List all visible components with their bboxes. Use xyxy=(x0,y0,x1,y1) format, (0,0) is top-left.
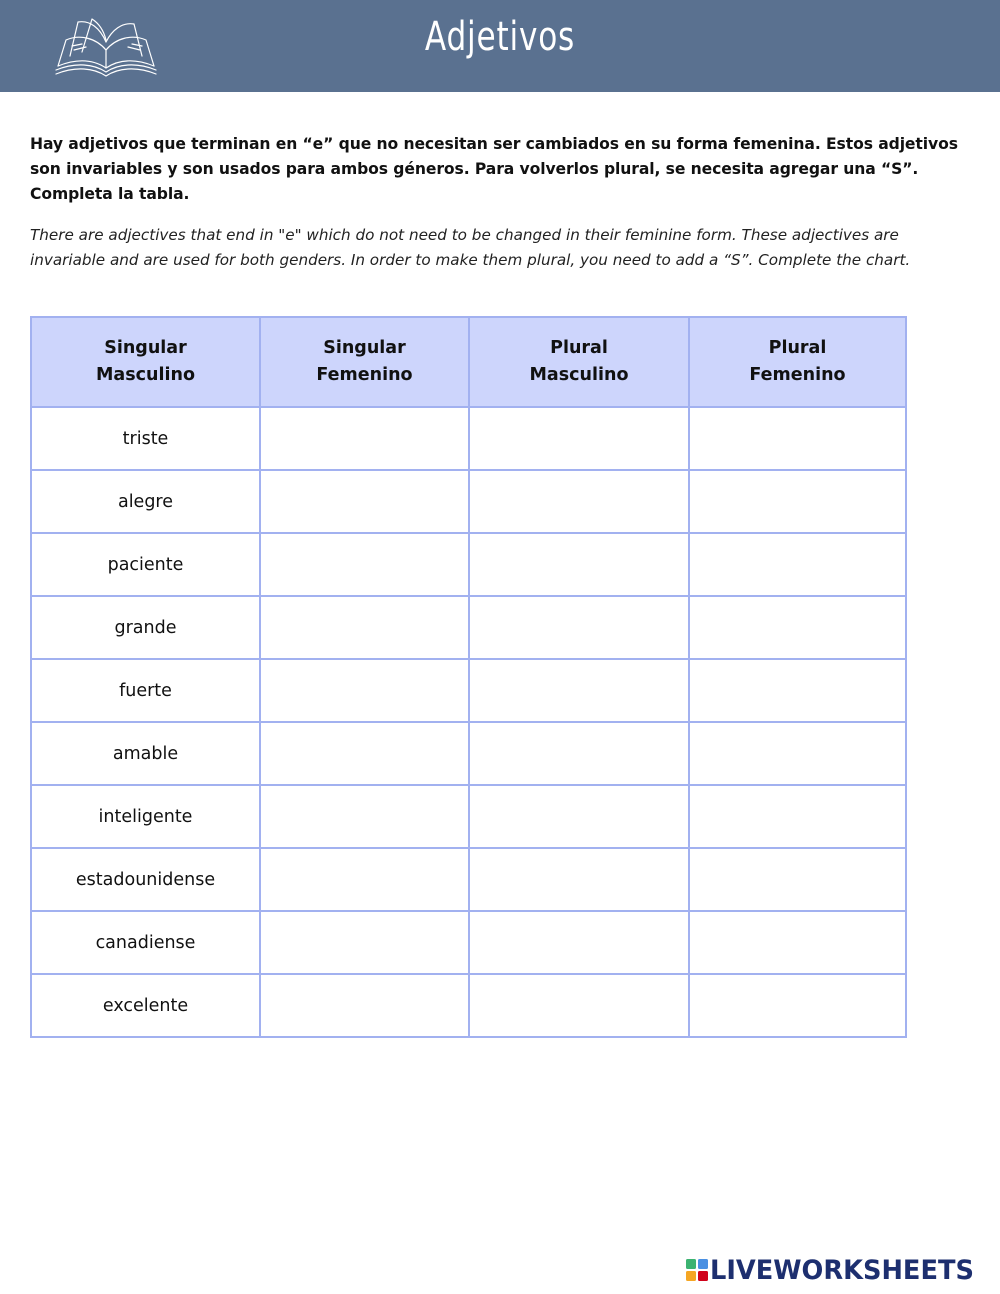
page-title: Adjetivos xyxy=(424,14,576,60)
answer-cell-singular-femenino[interactable] xyxy=(260,659,469,722)
answer-cell-plural-masculino[interactable] xyxy=(469,407,689,470)
answer-cell-plural-femenino[interactable] xyxy=(689,974,906,1037)
cell-singular-masculino: inteligente xyxy=(31,785,260,848)
header-line: Masculino xyxy=(529,365,629,385)
header-line: Masculino xyxy=(96,365,195,385)
table-row xyxy=(31,785,906,848)
answer-cell-plural-femenino[interactable] xyxy=(689,533,906,596)
table-row xyxy=(31,911,906,974)
header-singular-masculino xyxy=(31,317,260,407)
header-line: Plural xyxy=(768,338,827,358)
table-header-row xyxy=(31,317,906,407)
answer-cell-plural-femenino[interactable] xyxy=(689,407,906,470)
header-line: Femenino xyxy=(316,365,413,385)
answer-cell-plural-masculino[interactable] xyxy=(469,911,689,974)
answer-cell-singular-femenino[interactable] xyxy=(260,596,469,659)
header-line: Singular xyxy=(323,338,406,358)
header-plural-masculino xyxy=(469,317,689,407)
answer-cell-singular-femenino[interactable] xyxy=(260,470,469,533)
answer-cell-plural-femenino[interactable] xyxy=(689,596,906,659)
table-row xyxy=(31,470,906,533)
answer-cell-plural-masculino[interactable] xyxy=(469,470,689,533)
answer-cell-plural-femenino[interactable] xyxy=(689,785,906,848)
answer-cell-plural-masculino[interactable] xyxy=(469,596,689,659)
header-line: Plural xyxy=(550,338,608,358)
answer-cell-plural-femenino[interactable] xyxy=(689,470,906,533)
answer-cell-singular-femenino[interactable] xyxy=(260,722,469,785)
answer-cell-plural-femenino[interactable] xyxy=(689,848,906,911)
table-row xyxy=(31,722,906,785)
cell-singular-masculino: alegre xyxy=(31,470,260,533)
answer-cell-singular-femenino[interactable] xyxy=(260,848,469,911)
table-row xyxy=(31,533,906,596)
cell-singular-masculino: canadiense xyxy=(31,911,260,974)
answer-cell-plural-masculino[interactable] xyxy=(469,848,689,911)
table-row xyxy=(31,848,906,911)
table-row xyxy=(31,974,906,1037)
instructions-spanish: Hay adjetivos que terminan en “e” que no necesitan ser cambiados en su forma femenina. Estos adjetivos son invariables y son usados para ambos géneros. Para volverlos plural, se necesita agregar una “S”. Completa la tabla. xyxy=(30,135,958,203)
answer-cell-plural-femenino[interactable] xyxy=(689,722,906,785)
answer-cell-singular-femenino[interactable] xyxy=(260,911,469,974)
instructions-english: There are adjectives that end in "e" which do not need to be changed in their feminine form. These adjectives are invariable and are used for both genders. In order to make them plural, you need to add a “S”. Complete the chart. xyxy=(30,226,911,269)
answer-cell-plural-masculino[interactable] xyxy=(469,785,689,848)
header-line: Singular xyxy=(104,338,187,358)
cell-singular-masculino: grande xyxy=(31,596,260,659)
cell-singular-masculino: excelente xyxy=(31,974,260,1037)
cell-singular-masculino: triste xyxy=(31,407,260,470)
answer-cell-singular-femenino[interactable] xyxy=(260,785,469,848)
answer-cell-singular-femenino[interactable] xyxy=(260,533,469,596)
header-plural-femenino xyxy=(689,317,906,407)
liveworksheets-logo-icon xyxy=(686,1259,708,1281)
header-singular-femenino xyxy=(260,317,469,407)
cell-singular-masculino: paciente xyxy=(31,533,260,596)
answer-cell-plural-femenino[interactable] xyxy=(689,911,906,974)
table-row xyxy=(31,596,906,659)
adjectives-chart xyxy=(30,316,907,1038)
answer-cell-plural-masculino[interactable] xyxy=(469,533,689,596)
liveworksheets-logo xyxy=(686,1254,988,1286)
table-row xyxy=(31,659,906,722)
cell-singular-masculino: amable xyxy=(31,722,260,785)
answer-cell-plural-femenino[interactable] xyxy=(689,659,906,722)
table-row xyxy=(31,407,906,470)
page-header xyxy=(0,0,1000,92)
answer-cell-plural-masculino[interactable] xyxy=(469,722,689,785)
header-line: Femenino xyxy=(749,365,846,385)
cell-singular-masculino: fuerte xyxy=(31,659,260,722)
cell-singular-masculino: estadounidense xyxy=(31,848,260,911)
logo-text: LIVEWORKSHEETS xyxy=(710,1254,975,1286)
answer-cell-plural-masculino[interactable] xyxy=(469,659,689,722)
answer-cell-singular-femenino[interactable] xyxy=(260,974,469,1037)
answer-cell-plural-masculino[interactable] xyxy=(469,974,689,1037)
answer-cell-singular-femenino[interactable] xyxy=(260,407,469,470)
